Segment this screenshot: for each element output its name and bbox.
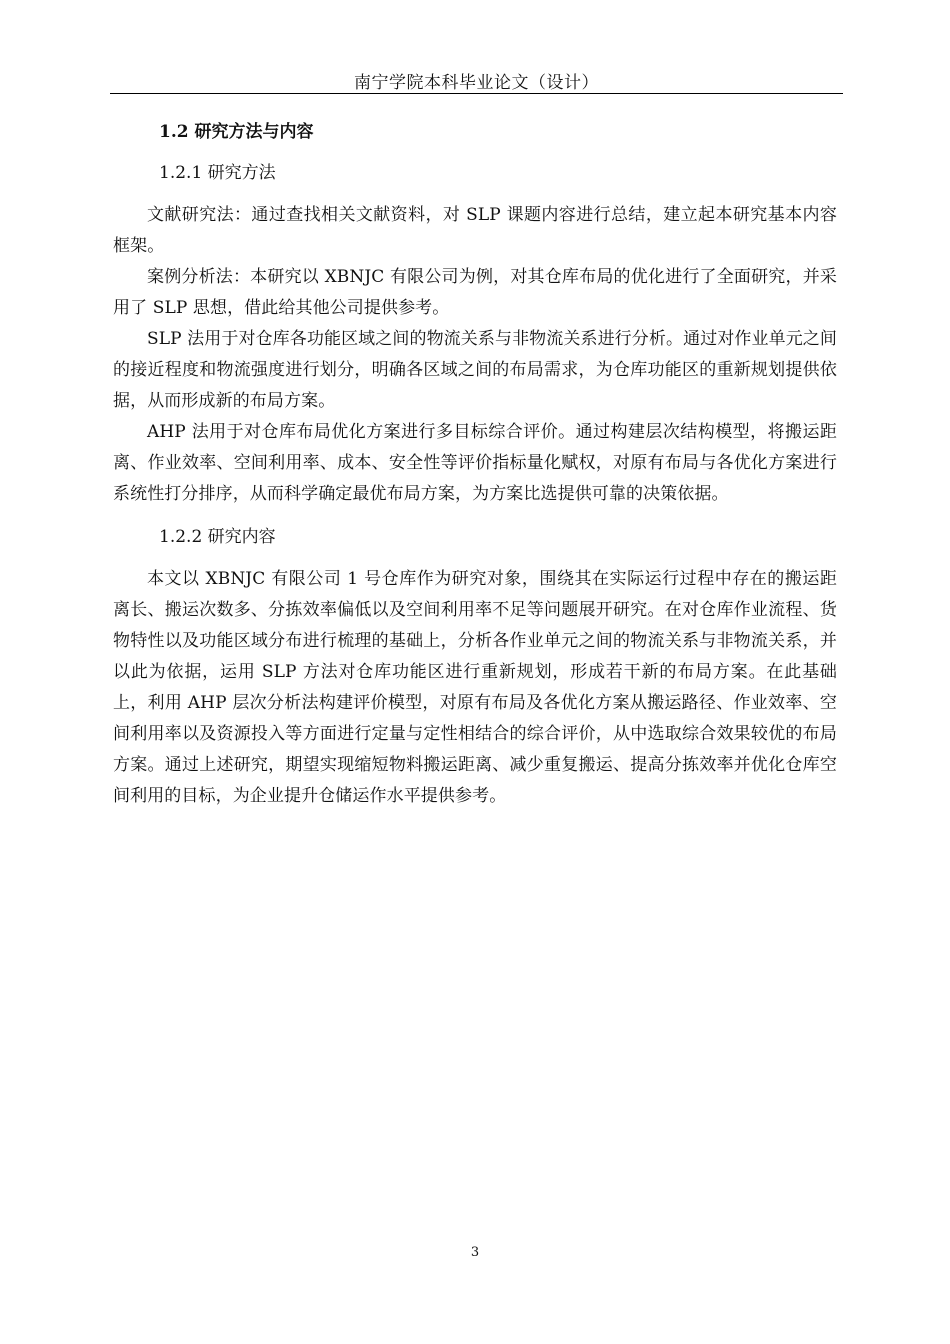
subsection-heading-methods: 1.2.1 研究方法	[159, 163, 276, 183]
paragraph-slp-method: SLP 法用于对仓库各功能区域之间的物流关系与非物流关系进行分析。通过对作业单元之间的接近程度和物流强度进行划分，明确各区域之间的布局需求，为仓库功能区的重新规划提供依据，从而形成新的布局方案。	[113, 329, 837, 411]
paragraph-research-content: 本文以 XBNJC 有限公司 1 号仓库作为研究对象，围绕其在实际运行过程中存在的搬运距离长、搬运次数多、分拣效率偏低以及空间利用率不足等问题展开研究。在对仓库作业流程、货物特性以及功能区域分布进行梳理的基础上，分析各作业单元之间的物流关系与非物流关系，并以此为依据，运用 SLP 方法对仓库功能区进行重新规划，形成若干新的布局方案。在此基础上，利用 AHP 层次分析法构建评价模型，对原有布局及各优化方案从搬运路径、作业效率、空间利用率以及资源投入等方面进行定量与定性相结合的综合评价，从中选取综合效果较优的布局方案。通过上述研究，期望实现缩短物料搬运距离、减少重复搬运、提高分拣效率并优化仓库空间利用的目标，为企业提升仓储运作水平提供参考。	[113, 569, 837, 806]
section-heading: 1.2 研究方法与内容	[159, 122, 314, 142]
page-number: 3	[470, 1245, 480, 1260]
header-rule	[110, 93, 843, 94]
paragraph-literature-method: 文献研究法：通过查找相关文献资料，对 SLP 课题内容进行总结，建立起本研究基本内容框架。	[113, 205, 837, 256]
running-header: 南宁学院本科毕业论文（设计）	[354, 73, 599, 93]
page-content	[113, 112, 837, 812]
paragraph-case-method: 案例分析法：本研究以 XBNJC 有限公司为例，对其仓库布局的优化进行了全面研究，并采用了 SLP 思想，借此给其他公司提供参考。	[113, 267, 837, 318]
paragraph-ahp-method: AHP 法用于对仓库布局优化方案进行多目标综合评价。通过构建层次结构模型，将搬运距离、作业效率、空间利用率、成本、安全性等评价指标量化赋权，对原有布局与各优化方案进行系统性打分排序，从而科学确定最优布局方案，为方案比选提供可靠的决策依据。	[113, 422, 837, 504]
subsection-heading-content: 1.2.2 研究内容	[159, 527, 276, 547]
